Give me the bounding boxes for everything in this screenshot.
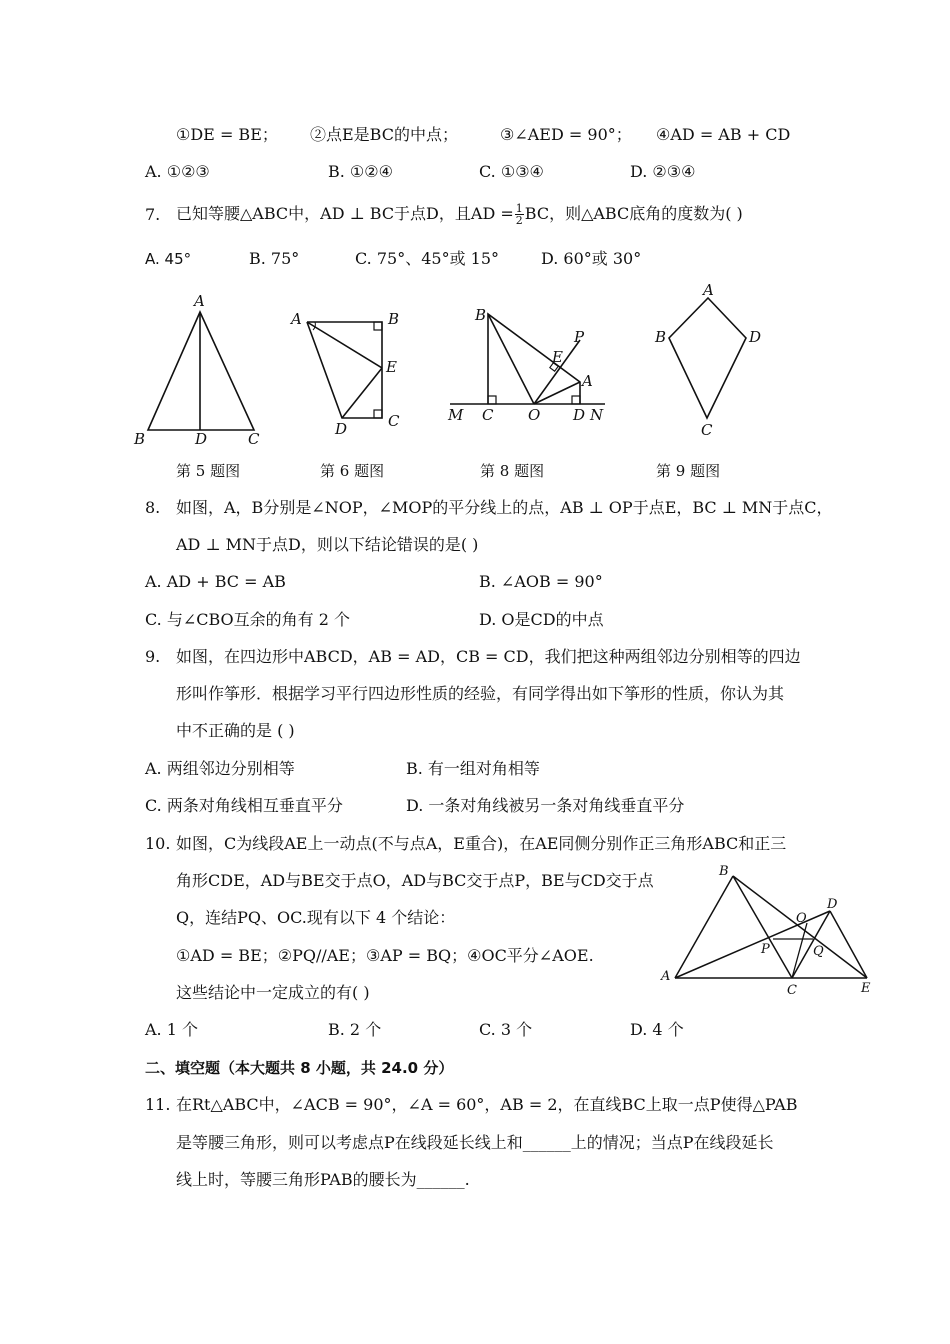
- q9-line-3: 中不正确的是 ( ): [176, 721, 295, 740]
- fig9-label-c: C: [701, 421, 713, 439]
- fig5-label-d: D: [195, 430, 208, 448]
- fig10-label-p: P: [761, 942, 770, 957]
- fig8-label-c: C: [482, 406, 494, 424]
- q9-number: 9.: [145, 647, 161, 666]
- q10-line-2: 角形CDE，AD与BE交于点O，AD与BC交于点P，BE与CD交于点: [176, 871, 654, 890]
- q9-option-c: C. 两条对角线相互垂直平分: [145, 796, 343, 815]
- q10-option-a: A. 1 个: [145, 1020, 198, 1039]
- q9-line-2: 形叫作筝形．根据学习平行四边形性质的经验，有同学得出如下筝形的性质，你认为其: [176, 684, 785, 703]
- q8-option-b: B. ∠AOB = 90°: [479, 572, 603, 591]
- fig8-label-n: N: [590, 406, 604, 424]
- q6-statement-3: ③∠AED = 90°；: [500, 125, 632, 144]
- fig6-label-c: C: [388, 412, 400, 430]
- q7-stem: [176, 199, 743, 229]
- fig10-label-o: O: [796, 911, 807, 926]
- q7-fraction-top: 1: [515, 202, 523, 215]
- q11-line-3: 线上时，等腰三角形PAB的腰长为______.: [176, 1170, 470, 1189]
- q11-line-1: 在Rt△ABC中，∠ACB = 90°，∠A = 60°，AB = 2，在直线BC上取一点P使得△PAB: [176, 1095, 798, 1114]
- fig9-label-a: A: [703, 281, 714, 299]
- q7-number: 7.: [145, 205, 161, 224]
- q6-option-d: D. ②③④: [630, 162, 696, 181]
- fig9-label-d: D: [749, 328, 762, 346]
- fig9-label-b: B: [655, 328, 667, 346]
- fig8-caption: 第 8 题图: [480, 462, 545, 480]
- fig5-caption: 第 5 题图: [176, 462, 241, 480]
- figure-10: [655, 858, 885, 998]
- q7-option-b: B. 75°: [249, 249, 300, 268]
- q6-option-a: A. ①②③: [145, 162, 210, 181]
- q9-line-1: 如图，在四边形中ABCD，AB = AD，CB = CD，我们把这种两组邻边分别相等的四边: [176, 647, 801, 666]
- fig8-label-m: M: [448, 406, 464, 424]
- q10-line-5: 这些结论中一定成立的有( ): [176, 983, 370, 1002]
- q7-option-a: A. 45°: [145, 250, 192, 268]
- fig5-label-c: C: [248, 430, 260, 448]
- fig8-label-d: D: [573, 406, 586, 424]
- fig10-label-a: A: [661, 969, 671, 984]
- q8-option-a: A. AD + BC = AB: [145, 572, 286, 591]
- figure-5: [130, 290, 270, 450]
- q10-option-c: C. 3 个: [479, 1020, 533, 1039]
- q8-number: 8.: [145, 498, 161, 517]
- q11-number: 11.: [145, 1095, 171, 1114]
- fig6-caption: 第 6 题图: [320, 462, 385, 480]
- q8-option-c: C. 与∠CBO互余的角有 2 个: [145, 610, 351, 629]
- q10-option-b: B. 2 个: [328, 1020, 382, 1039]
- q6-statement-2: ②点E是BC的中点；: [310, 125, 458, 144]
- q6-statement-4: ④AD = AB + CD: [656, 125, 791, 144]
- q10-number: 10.: [145, 834, 171, 853]
- section-fill-in-title: 二、填空题（本大题共 8 小题，共 24.0 分）: [145, 1059, 454, 1077]
- fig5-label-a: A: [194, 292, 205, 310]
- fig10-label-c: C: [787, 983, 797, 998]
- fig9-caption: 第 9 题图: [656, 462, 721, 480]
- q7-fraction-bottom: 2: [515, 214, 523, 227]
- fig8-label-p: P: [574, 328, 585, 346]
- q7-stem-part-a: 已知等腰△ABC中，AD ⊥ BC于点D，且AD =: [176, 204, 514, 223]
- fig8-label-o: O: [528, 406, 541, 424]
- fig8-label-a: A: [582, 372, 593, 390]
- q7-fraction: [515, 203, 524, 226]
- fig5-label-b: B: [134, 430, 146, 448]
- fig6-label-d: D: [335, 420, 348, 438]
- fig8-label-e: E: [552, 348, 563, 366]
- q8-line-2: AD ⊥ MN于点D，则以下结论错误的是( ): [176, 535, 479, 554]
- q8-line-1: 如图，A，B分别是∠NOP，∠MOP的平分线上的点，AB ⊥ OP于点E，BC ⊥ MN于点C，: [176, 498, 833, 517]
- fig10-label-d: D: [827, 897, 838, 912]
- figure-9: [650, 280, 770, 440]
- fig6-label-e: E: [386, 358, 397, 376]
- q9-option-a: A. 两组邻边分别相等: [145, 759, 295, 778]
- figure-8: [440, 300, 620, 430]
- q6-option-b: B. ①②④: [328, 162, 393, 181]
- q8-option-d: D. O是CD的中点: [479, 610, 604, 629]
- fig6-label-a: A: [291, 310, 302, 328]
- q11-line-2: 是等腰三角形，则可以考虑点P在线段延长线上和______上的情况；当点P在线段延长: [176, 1133, 774, 1152]
- q10-line-4: ①AD = BE；②PQ//AE；③AP = BQ；④OC平分∠AOE.: [176, 946, 594, 965]
- q7-option-c: C. 75°、45°或 15°: [355, 249, 500, 268]
- q6-option-c: C. ①③④: [479, 162, 544, 181]
- fig10-label-q: Q: [813, 944, 824, 959]
- q7-stem-part-b: BC，则△ABC底角的度数为( ): [524, 204, 743, 223]
- q10-line-1: 如图，C为线段AE上一动点(不与点A，E重合)，在AE同侧分别作正三角形ABC和正三: [176, 834, 787, 853]
- q10-option-d: D. 4 个: [630, 1020, 684, 1039]
- fig10-label-e: E: [861, 981, 871, 996]
- q10-line-3: Q，连结PQ、OC.现有以下 4 个结论：: [176, 908, 456, 927]
- q6-statement-1: ①DE = BE；: [176, 125, 278, 144]
- fig10-label-b: B: [719, 864, 729, 879]
- q7-option-d: D. 60°或 30°: [541, 249, 642, 268]
- fig6-label-b: B: [388, 310, 400, 328]
- q9-option-b: B. 有一组对角相等: [406, 759, 540, 778]
- figure-6: [285, 300, 405, 440]
- fig8-label-b: B: [475, 306, 487, 324]
- q9-option-d: D. 一条对角线被另一条对角线垂直平分: [406, 796, 685, 815]
